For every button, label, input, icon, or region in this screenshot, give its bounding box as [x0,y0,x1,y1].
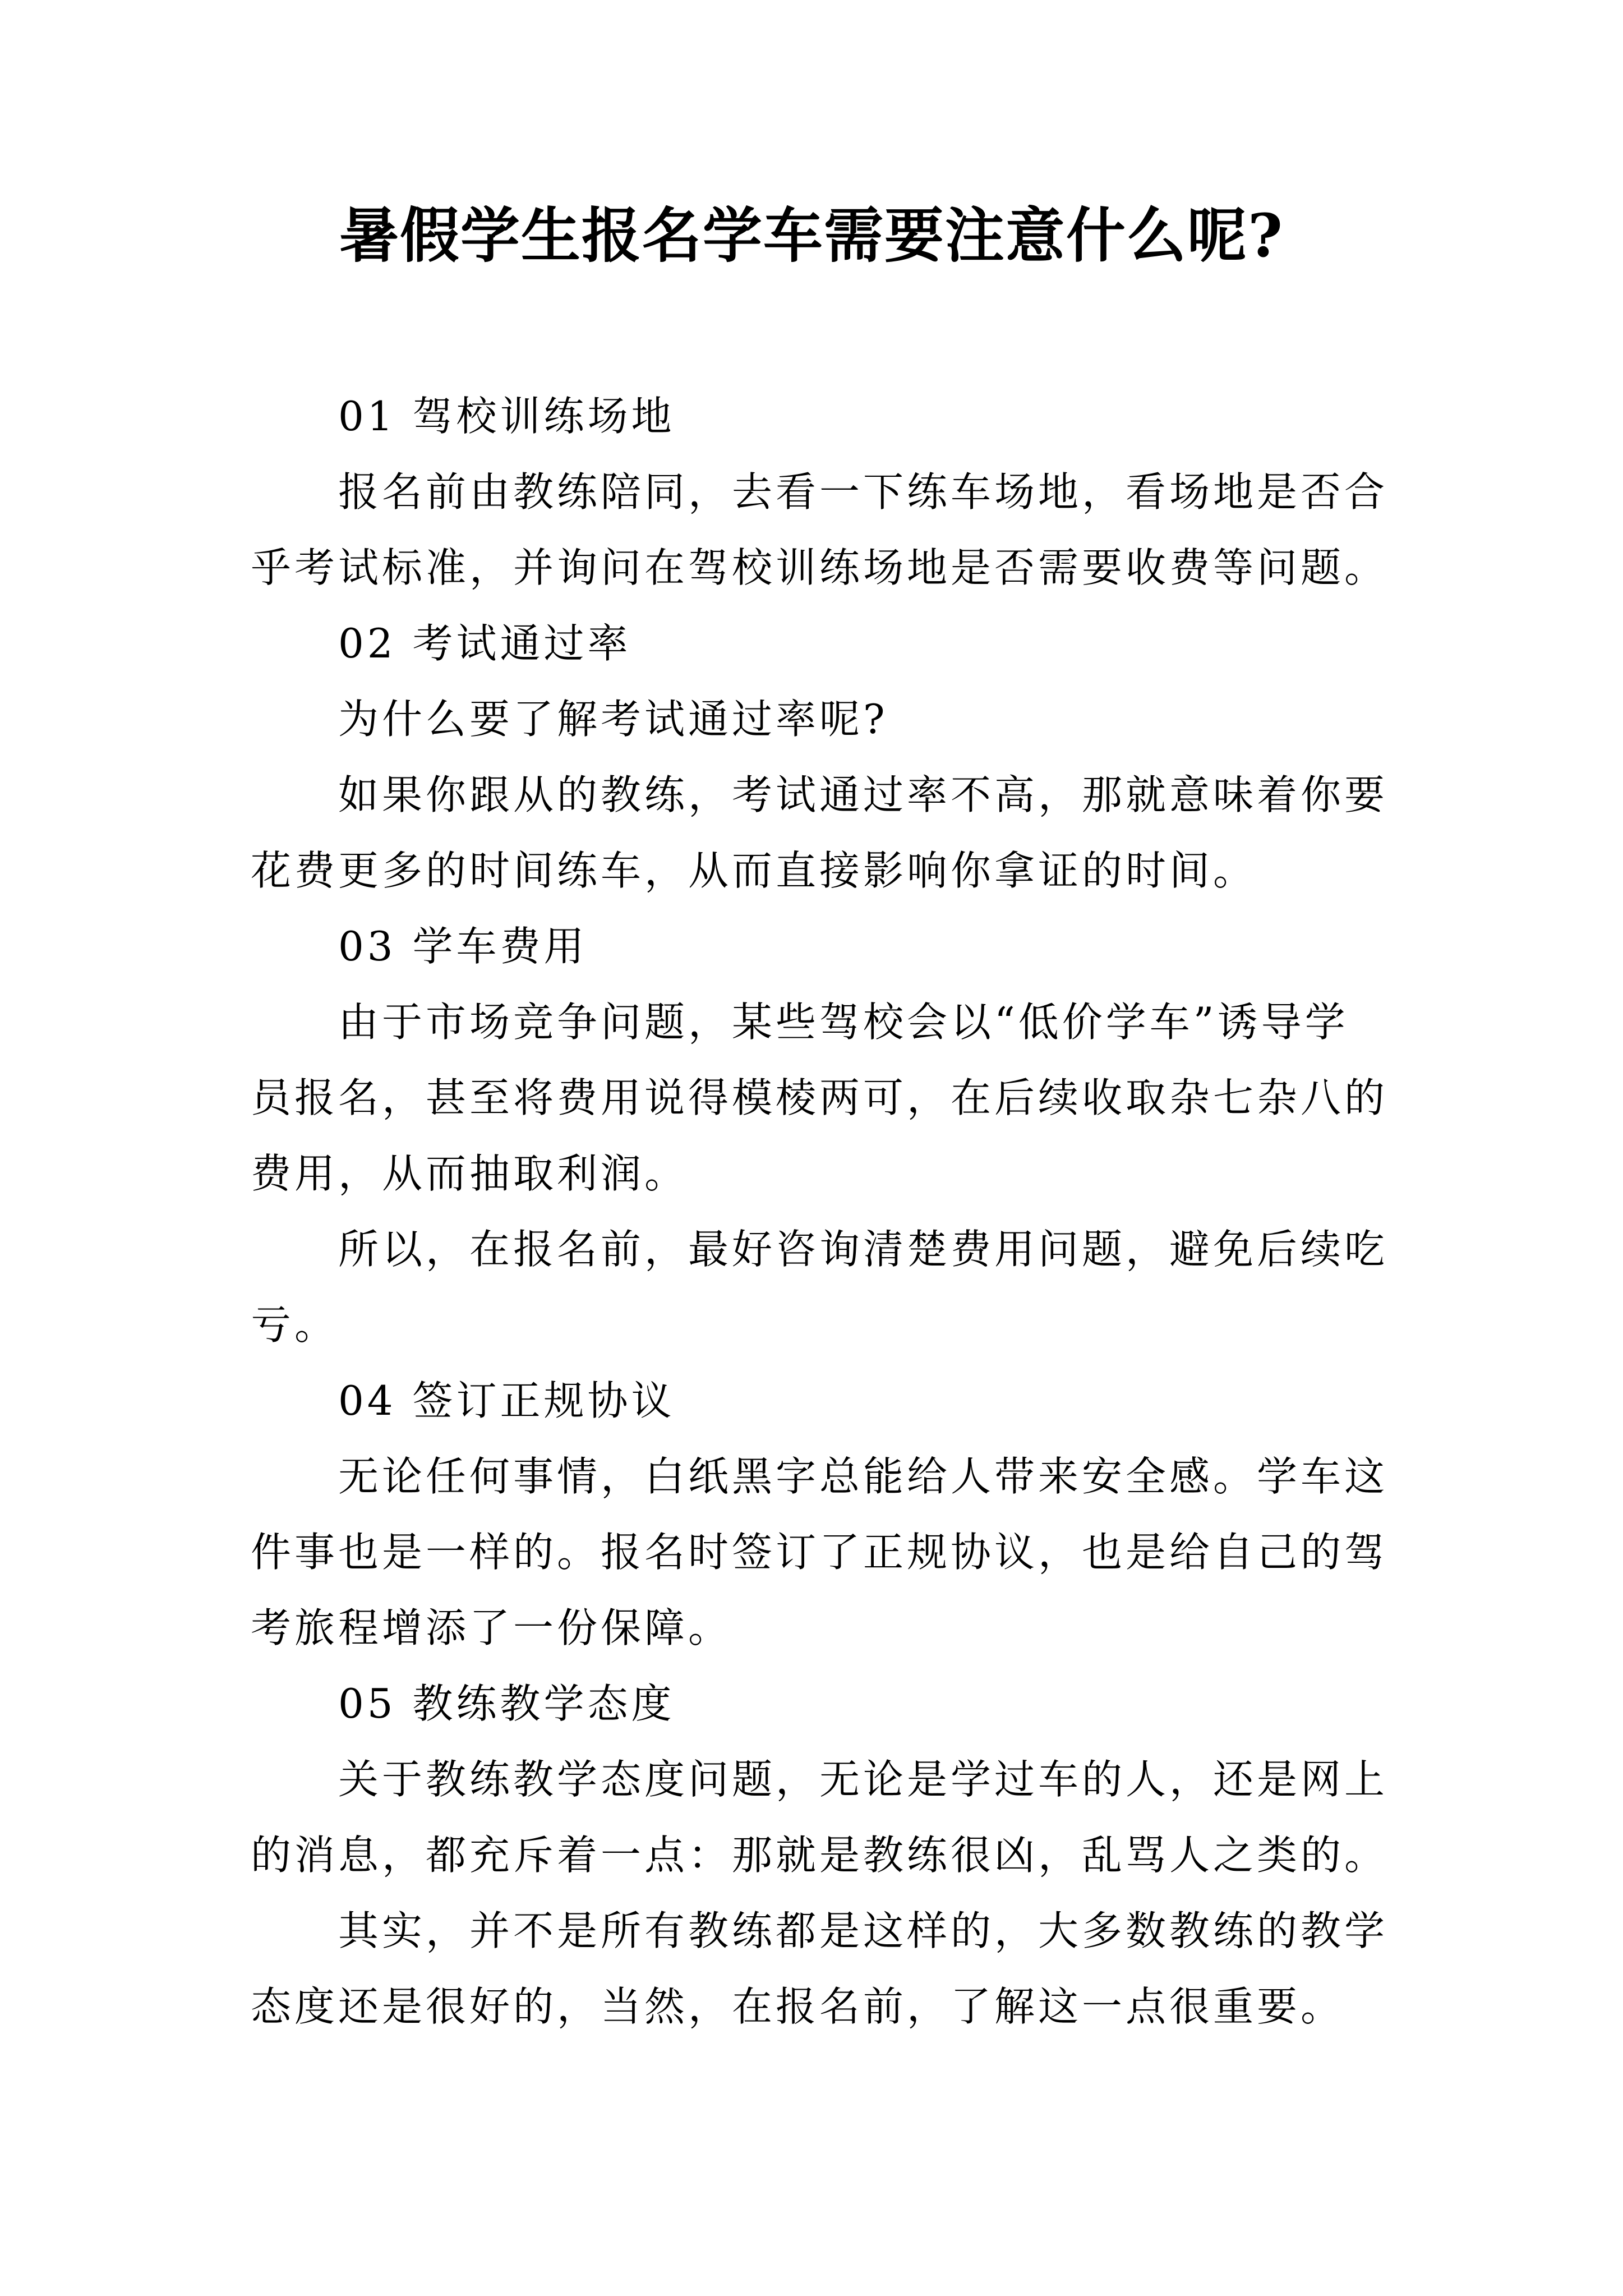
paragraph-line: 所以，在报名前，最好咨询清楚费用问题，避免后续吃 [338,1226,1389,1273]
paragraph-line: 03 学车费用 [338,923,588,970]
paragraph-line: 如果你跟从的教练，考试通过率不高，那就意味着你要 [338,771,1389,818]
paragraph-line: 费用，从而抽取利润。 [251,1150,689,1197]
paragraph [251,606,1384,682]
paragraph [251,1439,1389,1666]
paragraph [251,682,1384,757]
paragraph [251,1893,1389,2045]
paragraph [251,454,1389,606]
paragraph-line: 考旅程增添了一份保障。 [251,1604,732,1651]
paragraph-line: 其实，并不是所有教练都是这样的，大多数教练的教学 [338,1907,1389,1954]
paragraph-line: 01 驾校训练场地 [338,393,675,440]
paragraph [251,1363,1384,1439]
paragraph-line: 花费更多的时间练车，从而直接影响你拿证的时间。 [251,847,1257,894]
paragraph [251,909,1384,984]
paragraph-line: 04 签订正规协议 [338,1377,675,1424]
document-body [251,379,1389,2045]
paragraph [251,1212,1389,1363]
paragraph [251,1666,1384,1742]
paragraph-line: 05 教练教学态度 [338,1680,675,1727]
paragraph-line: 由于市场竞争问题，某些驾校会以“低价学车”诱导学 [338,999,1349,1046]
paragraph-line: 乎考试标准，并询问在驾校训练场地是否需要收费等问题。 [251,544,1389,591]
paragraph-line: 无论任何事情，白纸黑字总能给人带来安全感。学车这 [338,1453,1389,1500]
paragraph-line: 报名前由教练陪同，去看一下练车场地，看场地是否合 [338,468,1389,516]
paragraph-line: 的消息，都充斥着一点：那就是教练很凶，乱骂人之类的。 [251,1832,1389,1879]
paragraph-line: 亏。 [251,1301,339,1349]
paragraph-line: 02 考试通过率 [338,620,631,667]
paragraph [251,984,1389,1212]
paragraph [251,757,1389,909]
paragraph [251,1742,1389,1893]
paragraph-line: 件事也是一样的。报名时签订了正规协议，也是给自己的驾 [251,1529,1389,1576]
paragraph-line: 为什么要了解考试通过率呢? [338,696,888,743]
paragraph-line: 关于教练教学态度问题，无论是学过车的人，还是网上 [338,1756,1389,1803]
paragraph-line: 员报名，甚至将费用说得模棱两可，在后续收取杂七杂八的 [251,1074,1389,1121]
document-title: 暑假学生报名学车需要注意什么呢? [339,200,1284,270]
paragraph [251,379,1384,454]
paragraph-line: 态度还是很好的，当然，在报名前，了解这一点很重要。 [251,1983,1345,2030]
